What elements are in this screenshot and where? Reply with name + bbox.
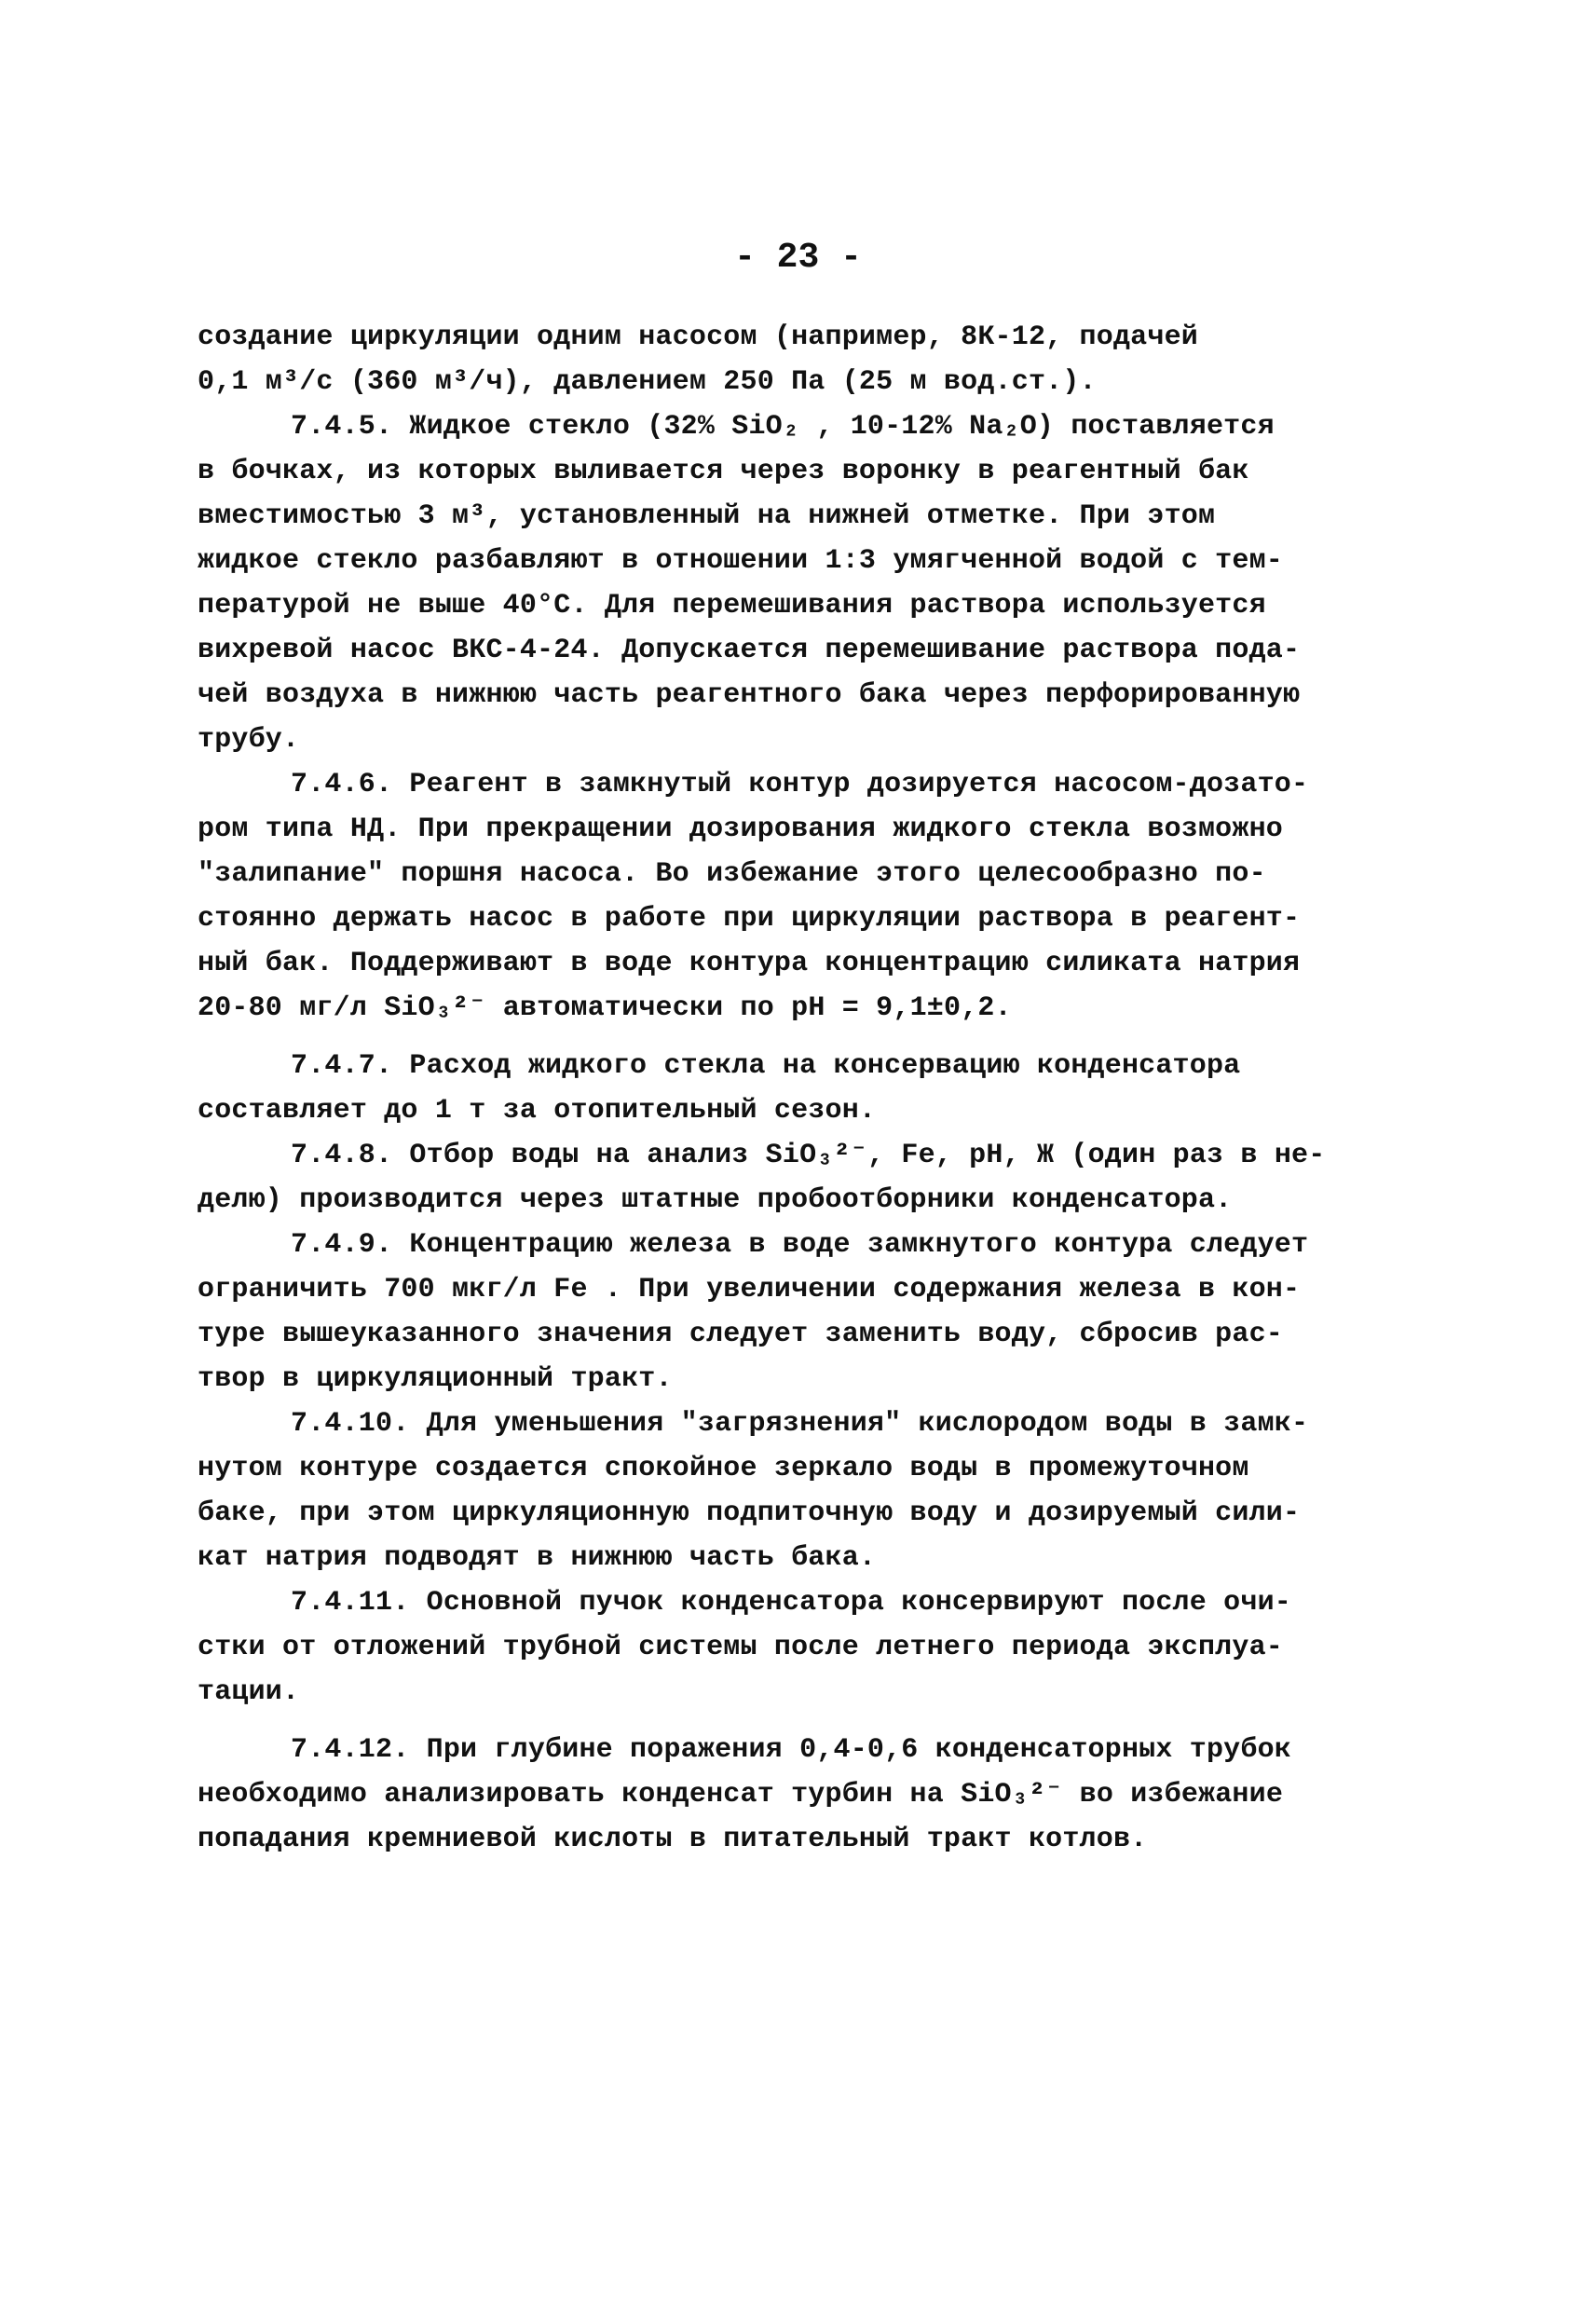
text-line: ный бак. Поддерживают в воде контура концентрацию силиката натрия: [198, 948, 1301, 979]
page-number: - 23 -: [734, 238, 862, 278]
text-line: жидкое стекло разбавляют в отношении 1:3 умягченной водой с тем-: [198, 545, 1283, 577]
paragraph-7-4-5: 7.4.5. Жидкое стекло (32% SiO₂ , 10-12% Na₂O) поставляется: [291, 411, 1275, 443]
paragraph-7-4-6: 7.4.6. Реагент в замкнутый контур дозируется насосом-дозато-: [291, 769, 1309, 800]
text-line: пературой не выше 40°С. Для перемешивания раствора используется: [198, 590, 1266, 622]
text-line: кат натрия подводят в нижнюю часть бака.: [198, 1542, 877, 1574]
text-line: твор в циркуляционный тракт.: [198, 1363, 673, 1395]
text-line: нутом контуре создается спокойное зеркало воды в промежуточном: [198, 1453, 1249, 1484]
text-line: вместимостью 3 м³, установленный на нижней отметке. При этом: [198, 500, 1216, 532]
paragraph-7-4-9: 7.4.9. Концентрацию железа в воде замкнутого контура следует: [291, 1229, 1309, 1261]
text-line: стки от отложений трубной системы после летнего периода эксплуа-: [198, 1632, 1283, 1663]
text-line: "залипание" поршня насоса. Во избежание этого целесообразно по-: [198, 858, 1266, 890]
text-line: делю) производится через штатные пробоотборники конденсатора.: [198, 1184, 1233, 1216]
paragraph-7-4-10: 7.4.10. Для уменьшения "загрязнения" кислородом воды в замк-: [291, 1408, 1309, 1440]
text-line: 0,1 м³/с (360 м³/ч), давлением 250 Па (25 м вод.ст.).: [198, 366, 1097, 398]
text-line: 20-80 мг/л SiO₃²⁻ автоматически по pH = 9,1±0,2.: [198, 992, 1012, 1024]
paragraph-7-4-12: 7.4.12. При глубине поражения 0,4-0,6 конденсаторных трубок: [291, 1734, 1291, 1766]
text-line: вихревой насос ВКС-4-24. Допускается перемешивание раствора пода-: [198, 635, 1301, 666]
document-body: [198, 315, 1427, 1862]
text-line: баке, при этом циркуляционную подпиточную воду и дозируемый сили-: [198, 1497, 1301, 1529]
text-line: ограничить 700 мкг/л Fe . При увеличении содержания железа в кон-: [198, 1274, 1301, 1305]
paragraph-7-4-8: 7.4.8. Отбор воды на анализ SiO₃²⁻, Fe, pH, Ж (один раз в не-: [291, 1140, 1326, 1171]
text-line: туре вышеуказанного значения следует заменить воду, сбросив рас-: [198, 1319, 1283, 1350]
text-line: чей воздуха в нижнюю часть реагентного бака через перфорированную: [198, 679, 1301, 711]
text-line: в бочках, из которых выливается через воронку в реагентный бак: [198, 456, 1249, 487]
paragraph-7-4-11: 7.4.11. Основной пучок конденсатора консервируют после очи-: [291, 1587, 1291, 1619]
text-line: ром типа НД. При прекращении дозирования жидкого стекла возможно: [198, 813, 1283, 845]
text-line: тации.: [198, 1676, 300, 1708]
text-line: стоянно держать насос в работе при циркуляции раствора в реагент-: [198, 903, 1301, 935]
text-line: трубу.: [198, 724, 300, 756]
text-line: составляет до 1 т за отопительный сезон.: [198, 1095, 877, 1127]
paragraph-7-4-7: 7.4.7. Расход жидкого стекла на консервацию конденсатора: [291, 1050, 1241, 1082]
text-line: попадания кремниевой кислоты в питательный тракт котлов.: [198, 1824, 1148, 1855]
text-line: необходимо анализировать конденсат турбин на SiO₃²⁻ во избежание: [198, 1779, 1284, 1811]
text-line: создание циркуляции одним насосом (например, 8К-12, подачей: [198, 321, 1198, 353]
